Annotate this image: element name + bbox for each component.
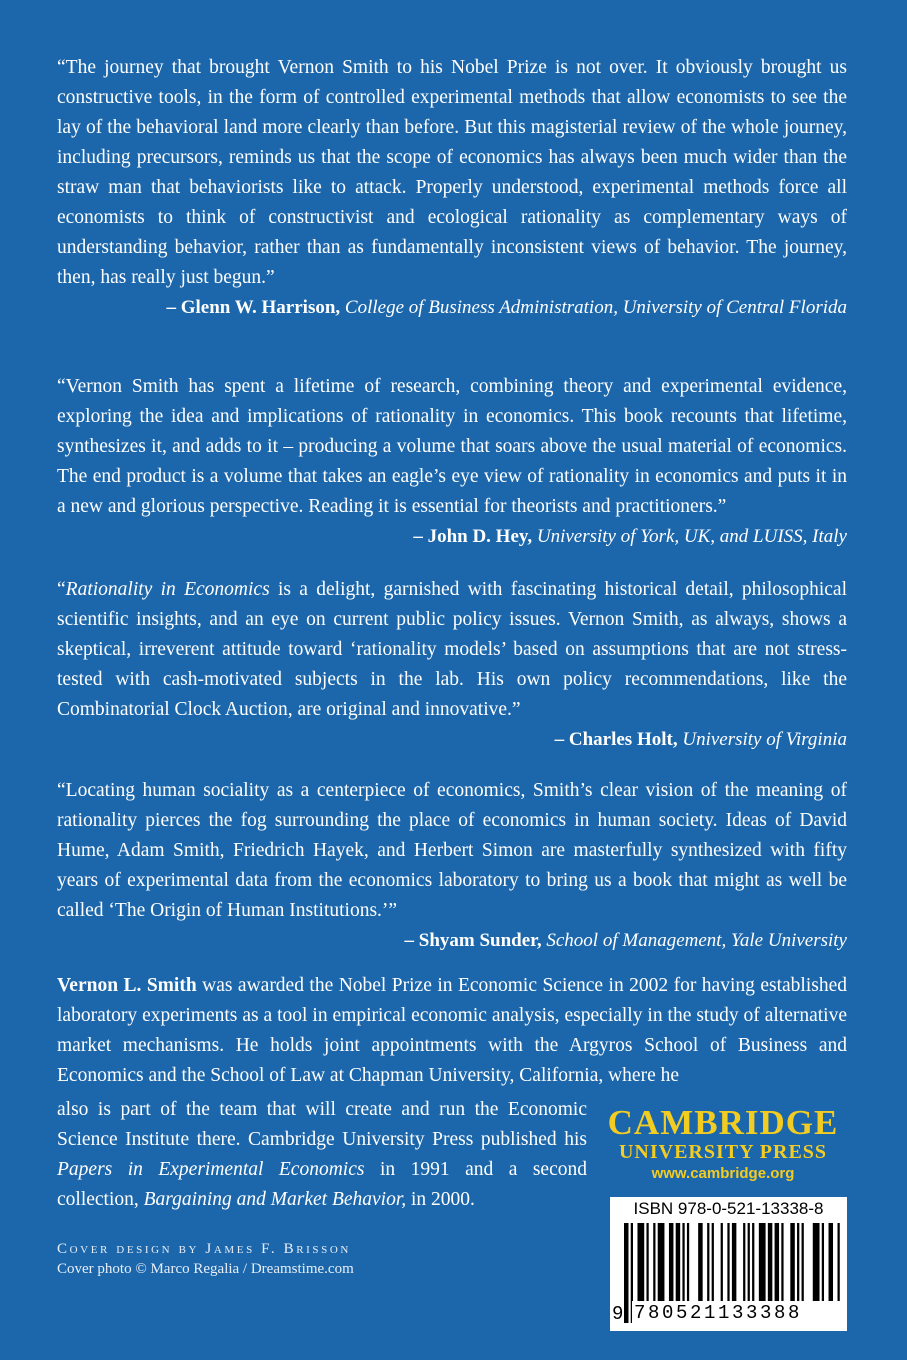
bio-part-3: in 1991 and a second collection, [57,1159,587,1210]
publisher-subtitle: UNIVERSITY PRESS [618,1141,828,1163]
quote-affiliation: University of Virginia [682,729,847,750]
quote-body: is a delight, garnished with fascinating historical detail, philosophical scientific insights, and an eye on current public policy issues. Vernon Smith, as always, shows a skeptical, irreverent attitude toward ‘rationality models’ based on assumptions that are not stress-tested with cash-motivated subjects in the lab. His own policy recommendations, like the Combinatorial Clock Auction, are original and innovative.” [57,579,848,720]
quote-block-hey [57,372,847,552]
quote-attribution [57,293,847,323]
book-title: Rationality in Economics [65,579,270,600]
quote-author: – Glenn W. Harrison, [166,297,341,318]
quote-text: “Vernon Smith has spent a lifetime of research, combining theory and experimental evidence, exploring the idea and implications of rationality in economics. This book recounts that lifetime, synthesizes it, and adds to it – producing a volume that soars above the usual material of economics. The end product is a volume that takes an eagle’s eye view of rationality in economics and puts it in a new and glorious perspective. Reading it is essential for theorists and practitioners.” [57,376,847,517]
publisher-url: www.cambridge.org [651,1165,795,1182]
barcode-digits [610,1302,847,1331]
quote-affiliation: School of Management, Yale University [546,930,847,951]
author-bio [57,971,847,1091]
quote-attribution [57,522,847,552]
cover-design-credit: Cover design by James F. Brisson [57,1241,351,1257]
quote-attribution [57,725,847,755]
quote-block-sunder [57,776,847,956]
publisher-logo [598,1105,848,1185]
open-quote: “ [57,579,66,600]
quote-text [57,575,847,725]
book-title: Bargaining and Market Behavior, [143,1189,407,1210]
cover-credits [57,1239,354,1279]
quote-author: – John D. Hey, [413,526,533,547]
quote-affiliation: College of Business Administration, University of Central Florida [344,297,847,318]
isbn-label: ISBN 978-0-521-13338-8 [633,1199,824,1218]
quote-text: “The journey that brought Vernon Smith to his Nobel Prize is not over. It obviously brought us constructive tools, in the form of controlled experimental methods that allow economists to see the lay of the behavioral land more clearly than before. But this magisterial review of the whole journey, including precursors, reminds us that the scope of economics has always been much wider than the straw man that behaviorists like to attack. Properly understood, experimental methods force all economists to think of constructivist and ecological rationality as complementary ways of understanding behavior, rather than as fundamentally inconsistent views of behavior. The journey, then, has really just begun.” [57,57,847,288]
barcode-digit-string: 780521133388 [632,1301,844,1325]
publisher-name: CAMBRIDGE [607,1103,839,1142]
quote-block-holt [57,575,847,755]
bio-part-2: also is part of the team that will create and run the Economic Science Institute there. Cambridge University Press published his [57,1099,587,1150]
bio-part-4: in 2000. [406,1189,475,1210]
quote-attribution [57,926,847,956]
isbn-barcode [610,1197,847,1331]
author-bio-continued [57,1095,587,1215]
quote-affiliation: University of York, UK, and LUISS, Italy [536,526,847,547]
quote-block-harrison [57,53,847,323]
author-bio-text-continued [57,1095,587,1215]
barcode-first-digit: 9 [612,1303,624,1325]
author-bio-text [57,971,847,1091]
bio-part-1: was awarded the Nobel Prize in Economic Science in 2002 for having established laboratory experiments as a tool in empirical economic analysis, especially in the study of alternative market mechanisms. He holds joint appointments with the Argyros School of Business and Economics and the School of Law at Chapman University, California, where he [57,975,847,1086]
quote-text: “Locating human sociality as a centerpiece of economics, Smith’s clear vision of the meaning of rationality pierces the fog surrounding the place of economics in human society. Ideas of David Hume, Adam Smith, Friedrich Hayek, and Herbert Simon are masterfully synthesized with fifty years of experimental data from the economics laboratory to bring us a book that might as well be called ‘The Origin of Human Institutions.’” [57,780,847,921]
book-title: Papers in Experimental Economics [57,1159,365,1180]
quote-author: – Shyam Sunder, [404,930,542,951]
author-name: Vernon L. Smith [57,975,197,996]
quote-author: – Charles Holt, [554,729,678,750]
cover-photo-credit: Cover photo © Marco Regalia / Dreamstime.com [57,1261,354,1277]
